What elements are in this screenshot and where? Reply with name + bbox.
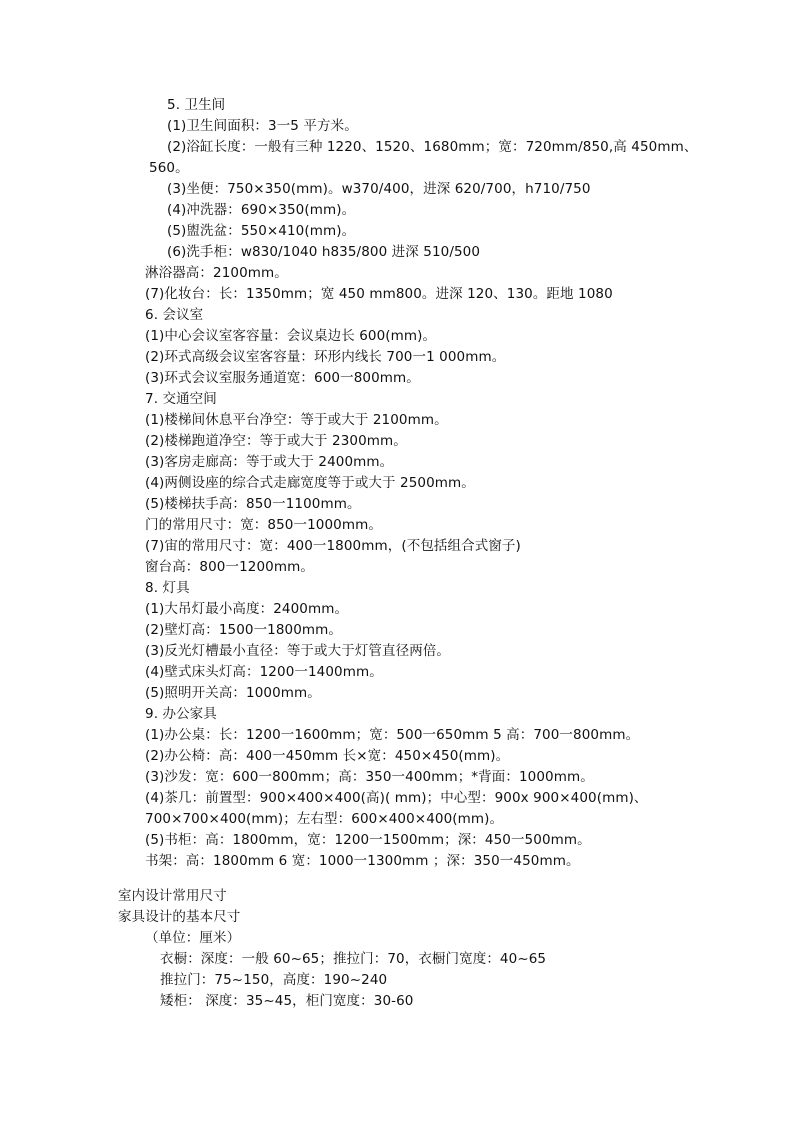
text-line: (3)环式会议室服务通道宽：600一800mm。 xyxy=(145,370,420,386)
text-line: 门的常用尺寸：宽：850一1000mm。 xyxy=(145,517,382,533)
text-line: (1)中心会议室客容量：会议桌边长 600(mm)。 xyxy=(145,328,437,344)
text-line: (3)反光灯槽最小直径：等于或大于灯管直径两倍。 xyxy=(145,643,451,659)
section-heading-office-furniture: 9. 办公家具 xyxy=(145,706,217,722)
text-line: 衣橱：深度：一般 60~65；推拉门：70，衣橱门宽度：40~65 xyxy=(160,951,547,967)
text-line: (4)壁式床头灯高：1200一1400mm。 xyxy=(145,664,383,680)
heading-furniture-basic-sizes: 家具设计的基本尺寸 xyxy=(118,909,241,925)
text-line: (1)卫生间面积：3一5 平方米。 xyxy=(167,118,358,134)
text-line: 矮柜： 深度：35~45，柜门宽度：30-60 xyxy=(160,993,414,1009)
text-line: 推拉门：75~150，高度：190~240 xyxy=(160,972,388,988)
text-line: (3)沙发：宽：600一800mm；高：350一400mm；*背面：1000mm。 xyxy=(145,769,594,785)
text-line: (5)盥洗盆：550×410(mm)。 xyxy=(167,223,356,239)
text-line: 书架：高：1800mm 6 宽：1000一1300mm ；深：350一450mm。 xyxy=(145,853,580,869)
unit-note: （单位：厘米） xyxy=(145,930,241,946)
text-line: (4)茶几：前置型：900×400×400(高)( mm)；中心型：900x 900×400(mm)、 xyxy=(145,790,648,806)
text-line: (2)办公椅：高：400一450mm 长×宽：450×450(mm)。 xyxy=(145,748,510,764)
text-line: (4)两侧设座的综合式走廊宽度等于或大于 2500mm。 xyxy=(145,475,475,491)
text-line: (2)壁灯高：1500一1800mm。 xyxy=(145,622,343,638)
text-line: (7)宙的常用尺寸：宽：400一1800mm，(不包括组合式窗子) xyxy=(145,538,521,554)
section-heading-meeting-room: 6. 会议室 xyxy=(145,307,204,323)
text-line: (5)照明开关高：1000mm。 xyxy=(145,685,321,701)
text-line: 700×700×400(mm)；左右型：600×400×400(mm)。 xyxy=(145,811,504,827)
text-line: (3)坐便：750×350(mm)。w370/400，进深 620/700，h710/750 xyxy=(167,181,591,197)
text-line: 560。 xyxy=(149,160,189,176)
text-line: (1)办公桌：长：1200一1600mm；宽：500一650mm 5 高：700一800mm。 xyxy=(145,727,640,743)
section-heading-bathroom: 5. 卫生间 xyxy=(167,97,226,113)
text-line: (5)楼梯扶手高：850一1100mm。 xyxy=(145,496,361,512)
text-line: (7)化妆台：长：1350mm；宽 450 mm800。进深 120、130。距地 1080 xyxy=(145,286,613,302)
text-line: (1)楼梯间休息平台净空：等于或大于 2100mm。 xyxy=(145,412,448,428)
text-line: (1)大吊灯最小高度：2400mm。 xyxy=(145,601,349,617)
text-line: (2)环式高级会议室客容量：环形内线长 700一1 000mm。 xyxy=(145,349,506,365)
text-line: (2)楼梯跑道净空：等于或大于 2300mm。 xyxy=(145,433,407,449)
text-line: (3)客房走廊高：等于或大于 2400mm。 xyxy=(145,454,394,470)
heading-interior-design-sizes: 室内设计常用尺寸 xyxy=(118,888,227,904)
section-heading-circulation: 7. 交通空间 xyxy=(145,391,217,407)
text-line: 窗台高：800一1200mm。 xyxy=(145,559,314,575)
text-line: (5)书柜：高：1800mm，宽：1200一1500mm；深：450一500mm。 xyxy=(145,832,591,848)
text-line: (2)浴缸长度：一般有三种 1220、1520、1680mm；宽：720mm/850,高 450mm、 xyxy=(167,139,698,155)
text-line: (4)冲洗器：690×350(mm)。 xyxy=(167,202,356,218)
text-line: 淋浴器高：2100mm。 xyxy=(145,265,288,281)
text-line: (6)洗手柜：w830/1040 h835/800 进深 510/500 xyxy=(167,244,481,260)
section-heading-lighting: 8. 灯具 xyxy=(145,580,190,596)
